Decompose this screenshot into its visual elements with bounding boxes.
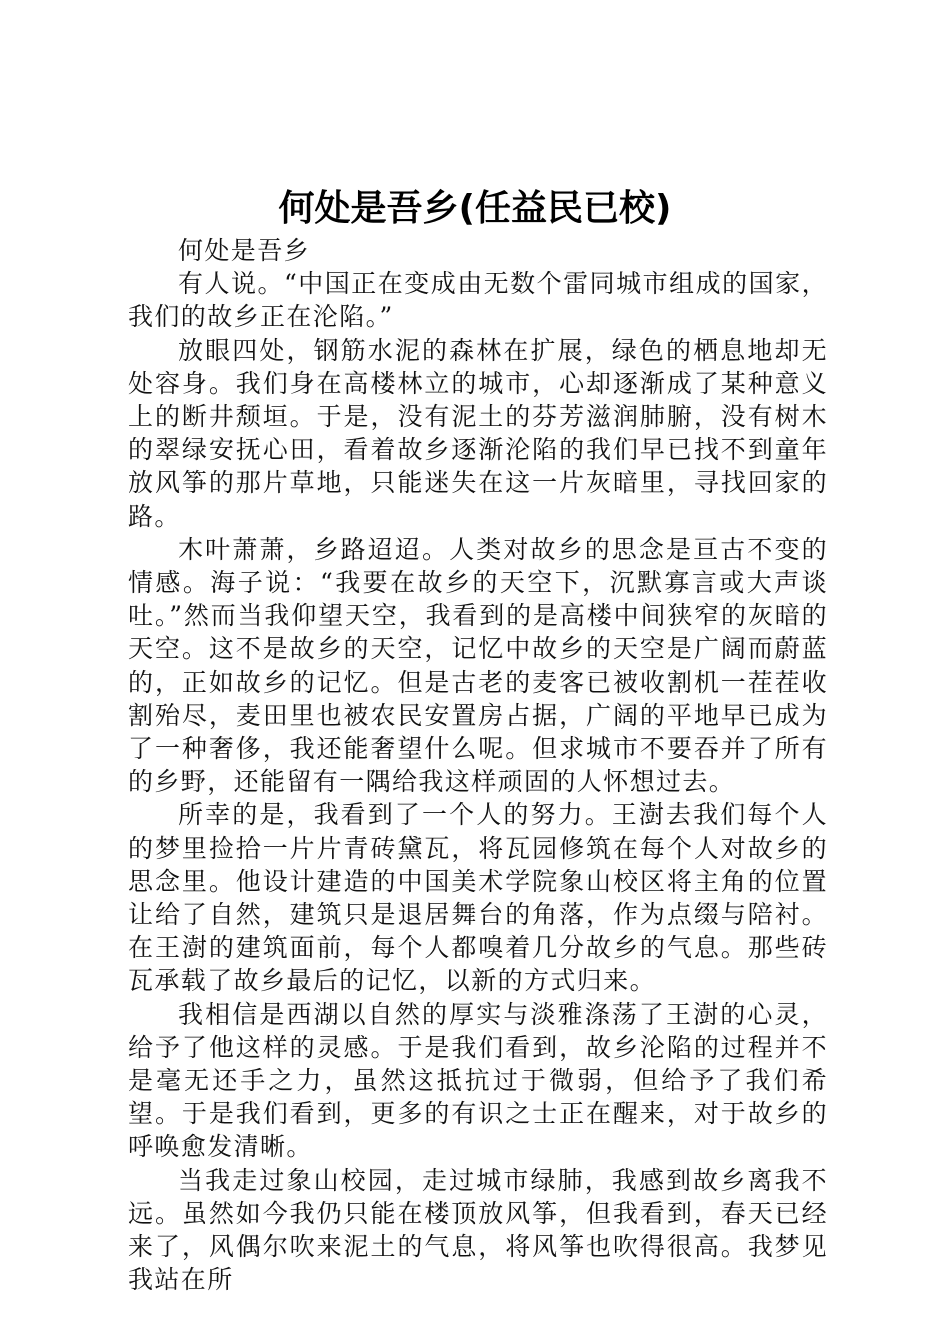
paragraph-subtitle: 何处是吾乡 [178,236,311,265]
document-title: 何处是吾乡(任益民已校) [278,188,672,229]
paragraph: 木叶萧萧，乡路迢迢。人类对故乡的思念是亘古不变的情感。海子说：“我要在故乡的天空下，沉默寡言或大声谈吐。”然而当我仰望天空，我看到的是高楼中间狭窄的灰暗的天空。这不是故乡的天空，记忆中故乡的天空是广阔而蔚蓝的，正如故乡的记忆。但是古老的麦客已被收割机一茬茬收割殆尽，麦田里也被农民安置房占据，广阔的平地早已成为了一种奢侈，我还能奢望什么呢。但求城市不要吞并了所有的乡野，还能留有一隅给我这样顽固的人怀想过去。 [128,534,828,797]
paragraph: 有人说。“中国正在变成由无数个雷同城市组成的国家，我们的故乡正在沦陷。” [128,269,828,332]
paragraph: 我相信是西湖以自然的厚实与淡雅涤荡了王澍的心灵，给予了他这样的灵感。于是我们看到，故乡沦陷的过程并不是毫无还手之力，虽然这抵抗过于微弱，但给予了我们希望。于是我们看到，更多的有识之士正在醒来，对于故乡的呼唤愈发清晰。 [128,999,828,1162]
paragraph: 放眼四处，钢筋水泥的森林在扩展，绿色的栖息地却无处容身。我们身在高楼林立的城市，心却逐渐成了某种意义上的断井颓垣。于是，没有泥土的芬芳滋润肺腑，没有树木的翠绿安抚心田，看着故乡逐渐沦陷的我们早已找不到童年放风筝的那片草地，只能迷失在这一片灰暗里，寻找回家的路。 [128,335,828,531]
paragraph: 当我走过象山校园，走过城市绿肺，我感到故乡离我不远。虽然如今我仍只能在楼顶放风筝，但我看到，春天已经来了，风偶尔吹来泥土的气息，将风筝也吹得很高。我梦见我站在所 [128,1165,828,1295]
document-body [128,234,828,1297]
paragraph: 所幸的是，我看到了一个人的努力。王澍去我们每个人的梦里捡拾一片片青砖黛瓦，将瓦园修筑在每个人对故乡的思念里。他设计建造的中国美术学院象山校区将主角的位置让给了自然，建筑只是退居舞台的角落，作为点缀与陪衬。在王澍的建筑面前，每个人都嗅着几分故乡的气息。那些砖瓦承载了故乡最后的记忆，以新的方式归来。 [128,800,828,996]
